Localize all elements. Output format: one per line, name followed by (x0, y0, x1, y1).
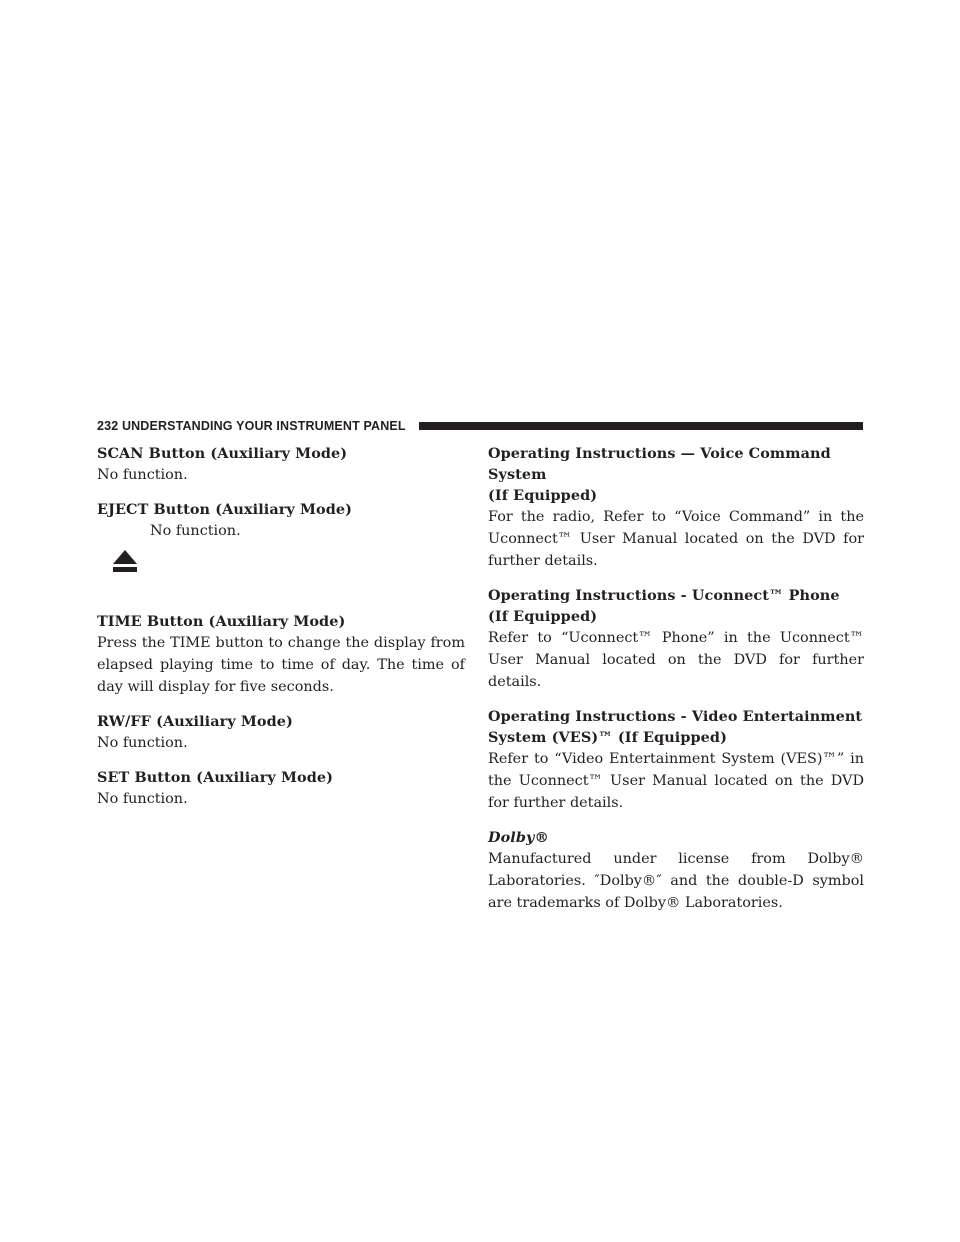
rwff-body: No function. (97, 735, 188, 751)
page-number: 232 (97, 419, 119, 433)
time-body: Press the TIME button to change the display from elapsed playing time to time of day. The time of day will display for five seconds. (97, 635, 465, 695)
eject-heading: EJECT Button (Auxiliary Mode) (97, 501, 353, 518)
ves-heading-line1: Operating Instructions - Video Entertainment (488, 708, 863, 725)
eject-body: No function. (150, 523, 241, 539)
time-heading: TIME Button (Auxiliary Mode) (97, 613, 346, 630)
phone-heading-line1: Operating Instructions - Uconnect™ Phone (488, 587, 840, 604)
header-label (97, 419, 406, 433)
left-column (97, 443, 465, 810)
page-header (97, 419, 863, 433)
set-heading: SET Button (Auxiliary Mode) (97, 769, 334, 786)
voice-body: For the radio, Refer to “Voice Command” in the Uconnect™ User Manual located on the DVD for further details. (488, 509, 864, 569)
ves-body: Refer to “Video Entertainment System (VES)™” in the Uconnect™ User Manual located on the DVD for further details. (488, 751, 864, 811)
scan-heading: SCAN Button (Auxiliary Mode) (97, 445, 348, 462)
rwff-heading: RW/FF (Auxiliary Mode) (97, 713, 293, 730)
section-title: UNDERSTANDING YOUR INSTRUMENT PANEL (121, 419, 406, 433)
ves-heading-line2: System (VES)™ (If Equipped) (488, 729, 727, 746)
eject-icon (112, 548, 138, 574)
voice-heading-line2: (If Equipped) (488, 487, 598, 504)
phone-heading-line2: (If Equipped) (488, 608, 598, 625)
set-body: No function. (97, 791, 188, 807)
phone-body: Refer to “Uconnect™ Phone” in the Uconnect™ User Manual located on the DVD for further details. (488, 630, 864, 690)
scan-body: No function. (97, 467, 188, 483)
header-rule (419, 422, 863, 430)
right-column (488, 443, 864, 914)
eject-row (97, 520, 465, 596)
dolby-body: Manufactured under license from Dolby® Laboratories. ″Dolby®″ and the double-D symbol are trademarks of Dolby® Laboratories. (488, 851, 864, 911)
dolby-heading: Dolby® (488, 829, 549, 846)
voice-heading-line1: Operating Instructions — Voice Command System (488, 445, 831, 483)
